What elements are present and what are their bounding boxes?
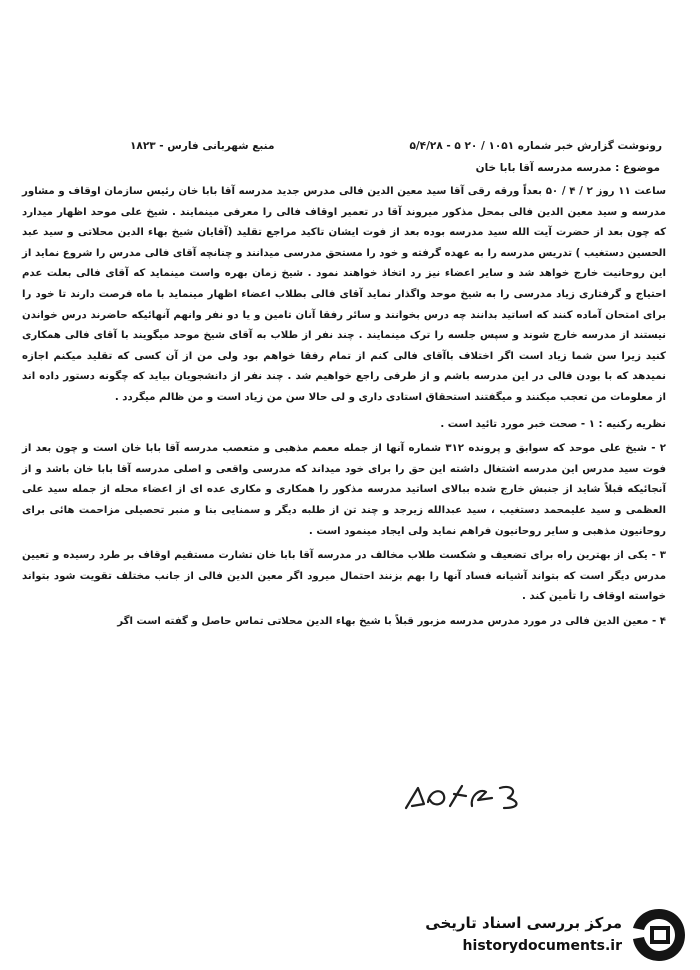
assessment-paragraph: نظریه رکنیه : ۱ - صحت خبر مورد تائید است . xyxy=(440,418,666,430)
report-reference: رونوشت گزارش خبر شماره ۱۰۵۱ / ۲۰ ۵ - ۵/۴/۲۸ xyxy=(409,140,662,152)
report-source: منبع شهربانی فارس - ۱۸۲۳ xyxy=(130,140,275,152)
handwritten-archive-number xyxy=(400,778,530,812)
assessment-item-4: ۴ - معین الدین فالی در مورد مدرس مدرسه مزبور قبلاً با شیخ بهاء الدین محلاتی تماس حاصل و گفته است اگر xyxy=(117,615,666,627)
document-body xyxy=(22,182,666,632)
watermark-url: historydocuments.ir xyxy=(462,938,622,954)
assessment-item-3: ۳ - یکی از بهترین راه برای تضعیف و شکست طلاب مخالف در مدرسه آقا بابا خان تشارت مستقیم اوقاف بر طرد رسیده و تعیین مدرس دیگر است که بتواند آشیانه فساد آنها را بهم بزنند احتمال میرود اگر معین الدین فالی از جانب مختلف تقویت شود بتواند خواسته اوقاف را تأمین کند . xyxy=(22,550,666,603)
watermark-title: مرکز بررسی اسناد تاریخی xyxy=(425,914,622,932)
assessment-item-2: ۲ - شیخ علی موحد که سوابق و پرونده ۳۱۲ شماره آنها از جمله معمم مذهبی و متعصب مدرسه آقا بابا خان است و چون بعد از فوت سید مدرس این مدرسه اشتغال داشته این حق را برای خود میداند که مدرسی واقعی و اصلی مدرسه آقا بابا خان باشد و از آنجائیکه قبلاً شاید از جنبش خارج شده ببالای اساتید مدرسه مذکور را همکاری و مکاری عده ای از اعضاء محله از جمله سید علی العظمی و سید علیمحمد دستغیب ، سید عبدالله زیرجد و چند تن از طلبه دیگر و سمنایی بنا و منبر تحصیلی مزاحمت هائی برای روحانیون مذهبی و سایر روحانیون فراهم نماید ولی ایجاد مینمود است . xyxy=(22,443,666,537)
document-subject: موضوع : مدرسه مدرسه آقا بابا خان xyxy=(475,162,660,174)
archive-logo-icon xyxy=(630,906,688,964)
report-paragraph: ساعت ۱۱ روز ۲ / ۴ / ۵۰ بعداً ورقه رقی آقا سید معین الدین فالی مدرس جدید مدرسه آقا بابا خان رئیس سازمان اوقاف و مشاور مدرسه و سید معین الدین فالی بمحل مذکور میروند آقا در تعمیر اوقاف فالی را معرفی مینمایند . شیخ علی موحد اظهار میدارد که چون بعد از حضرت آیت الله سید مدرسه بوده بعد از فوت ایشان تاکید مراجع تقلید (آقایان شیخ بهاء الدین محلاتی و سید عبد الحسین دستغیب ) تدریس مدرسه را به عهده گرفته و خود را مستحق مدرسی میدانند و چنانچه آقای فالی مدرس را شروع نماید از این روحانیت خارج خواهد شد و سایر اعضاء نیز رد اتخاذ خواهند نمود . شیخ زمان بهره واست مینماید که آقای فالی بعلت عدم احتیاج و گرفتاری زیاد مدرسی را به شیخ موحد واگذار نماید آقای فالی بطلاب اعضاء اظهار مینماید با ماه فرصت دارند تا خود را برای امتحان آماده کنند که اساتید بدانند چه درس بخوانند و سائر رفقا آنان تامین و یا دو نفر وانهم آنهائیکه حاضرند درس خواندن نیستند از مدرسه خارج شوند و سپس جلسه را ترک مینمایند . چند نفر از طلاب به آقای شیخ موحد میگویند با آقای فالی همکاری کنید زیرا سن شما زیاد است اگر اختلاف باآقای فالی کنم از تمام رفقا خواهم بود ولی من از آن کسی که تقلید میکنم اجازه نمیدهد که با بودن فالی در این مدرسه باشم و از طرفی راجع خواهیم شد . چند نفر از دانشجویان بیاید که چگونه دستور داده اند از معلومات من تعجب میکنند و میگفتند استحقاق استادی داری و لی حالا سن من زیاد است و من ظالم میگردد . xyxy=(22,186,666,403)
archive-watermark xyxy=(412,898,692,970)
document-header xyxy=(130,140,662,152)
